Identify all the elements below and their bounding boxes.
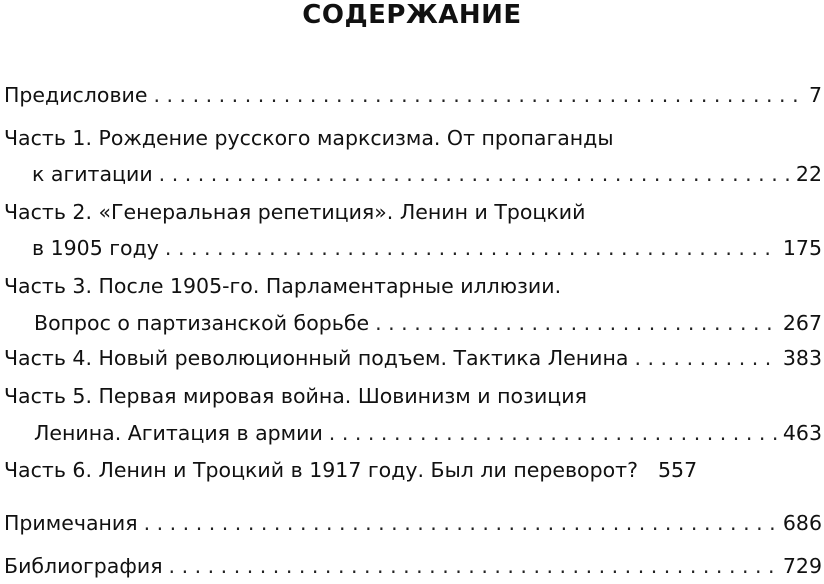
- toc-line: [4, 456, 822, 484]
- page-title: СОДЕРЖАНИЕ: [302, 0, 522, 30]
- toc-entry-title: Часть 6. Ленин и Троцкий в 1917 году. Был ли переворот?: [4, 458, 638, 482]
- toc-line: [4, 81, 822, 109]
- dot-leader: [165, 234, 777, 262]
- dot-leader: [634, 344, 776, 372]
- toc-entry-title-line-1: Часть 1. Рождение русского марксизма. От пропаганды: [4, 126, 614, 150]
- toc-line: [4, 552, 822, 580]
- toc-page-number: 463: [782, 421, 822, 445]
- toc-entry-title-line-2: в 1905 году: [32, 236, 159, 260]
- toc-entry-title: Часть 4. Новый революционный подъем. Тактика Ленина: [4, 346, 629, 370]
- toc-page-number: 729: [782, 554, 822, 578]
- dot-leader: [159, 160, 790, 188]
- toc-entry-title-line-1: Часть 5. Первая мировая война. Шовинизм и позиция: [4, 384, 587, 408]
- toc-page-number: 686: [782, 511, 822, 535]
- toc-page-number: 22: [795, 162, 822, 186]
- toc-line: [4, 344, 822, 372]
- toc-page-number: 267: [782, 311, 822, 335]
- toc-page-number: 7: [808, 83, 822, 107]
- dot-leader: [329, 419, 777, 447]
- toc-line: [4, 509, 822, 537]
- toc-line: [32, 234, 822, 262]
- toc-entry-title-line-2: Ленина. Агитация в армии: [34, 421, 323, 445]
- toc-entry-title: Примечания: [4, 511, 138, 535]
- toc-entry-title: Библиография: [4, 554, 163, 578]
- toc-entry-title-line-1: Часть 3. После 1905-го. Парламентарные иллюзии.: [4, 274, 562, 298]
- toc-entry-title-line-1: Часть 2. «Генеральная репетиция». Ленин и Троцкий: [4, 200, 586, 224]
- dot-leader: [375, 309, 777, 337]
- dot-leader: [153, 81, 802, 109]
- toc-line: [34, 419, 822, 447]
- dot-leader: [144, 509, 777, 537]
- toc-entry-title: Предисловие: [4, 83, 148, 107]
- toc-page-number: 557: [657, 458, 698, 482]
- toc-entry-title-line-2: Вопрос о партизанской борьбе: [34, 311, 370, 335]
- toc-page-number: 175: [782, 236, 822, 260]
- dot-leader: [169, 552, 777, 580]
- toc-page-number: 383: [782, 346, 822, 370]
- toc-line: [34, 309, 822, 337]
- toc-entry-title-line-2: к агитации: [32, 162, 153, 186]
- toc-line: [32, 160, 822, 188]
